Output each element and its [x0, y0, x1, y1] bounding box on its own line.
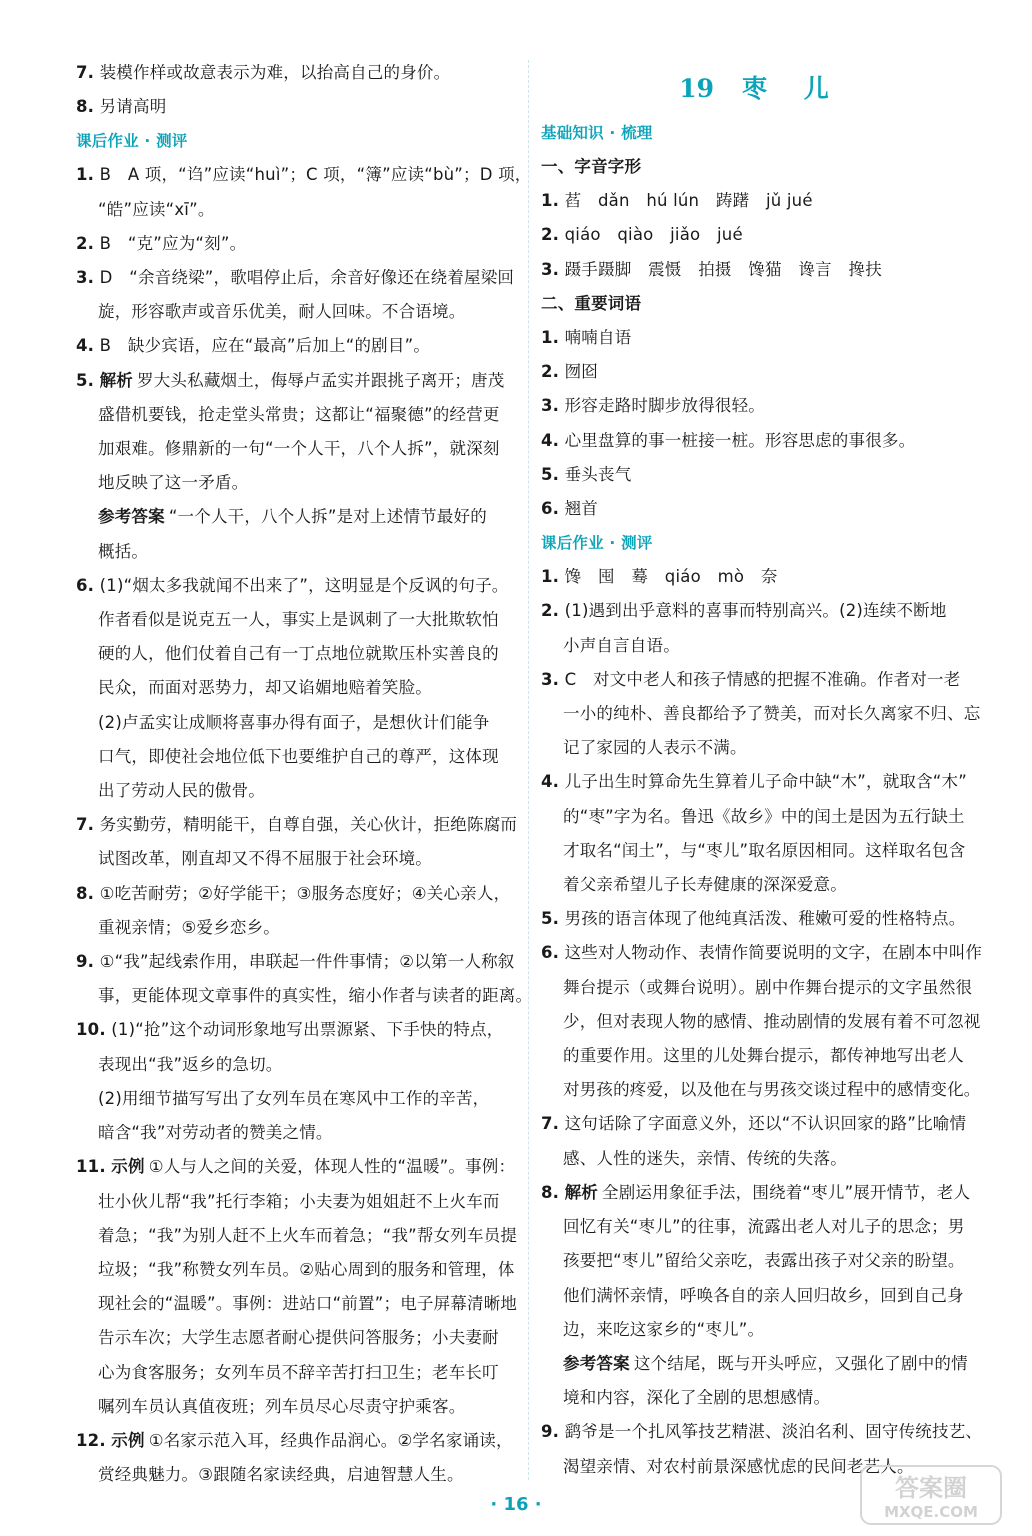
answer-line: 6. 翘首: [541, 499, 599, 519]
answer-line: 的“枣”字为名。鲁迅《故乡》中的闰土是因为五行缺土: [563, 806, 965, 826]
answer-line: 的重要作用。这里的儿处舞台提示，都传神地写出老人: [563, 1046, 964, 1066]
subsection-header: 一、字音字形: [541, 157, 642, 176]
answer-line: 事，更能体现文章事件的真实性，缩小作者与读者的距离。: [98, 986, 533, 1006]
answer-line: 1. B A 项，“诌”应读“huì”；C 项，“簿”应读“bù”；D 项，: [76, 165, 532, 185]
subsection-header: 二、重要词语: [541, 293, 642, 313]
answer-line: 试图改革，刚直却又不得不屈服于社会环境。: [98, 849, 432, 869]
section-header: 基础知识 · 梳理: [541, 124, 653, 142]
answer-line: 记了家园的人表示不满。: [563, 738, 747, 758]
answer-line: 赏经典魅力。③跟随名家读经典，启迪智慧人生。: [98, 1465, 464, 1485]
answer-line: 壮小伙儿帮“我”托行李箱；小夫妻为姐姐赶不上火车而: [98, 1191, 500, 1211]
answer-line: 5. 解析 罗大头私藏烟土，侮辱卢孟实并跟挑子离开；唐茂: [76, 370, 505, 390]
answer-line: 口气，即使社会地位低下也要维护自己的尊严，这体现: [98, 746, 499, 766]
answer-line: 4. 儿子出生时算命先生算着儿子命中缺“木”，就取含“木”: [541, 772, 968, 792]
answer-line: 告示车次；大学生志愿者耐心提供问答服务；小夫妻耐: [98, 1328, 499, 1348]
answer-line: 表现出“我”返乡的急切。: [98, 1054, 283, 1074]
answer-line: 8. 另请高明: [76, 97, 167, 117]
answer-line: 12. 示例 ①名家示范入耳，经典作品润心。②学名家诵读，: [76, 1430, 513, 1450]
answer-line: 7. 装模作样或故意表示为难，以抬高自己的身价。: [76, 63, 451, 82]
answer-line: 3. D “余音绕梁”，歌唱停止后，余音好像还在绕着屋梁回: [76, 268, 515, 288]
answer-line: 作者看似是说克五一人，事实上是讽刺了一大批欺软怕: [98, 610, 499, 630]
answer-line: 边，来吃这家乡的“枣儿”。: [563, 1319, 765, 1339]
answer-line: 4. 心里盘算的事一桩接一桩。形容思虑的事很多。: [541, 430, 916, 450]
answer-line: 1. 喃喃自语: [541, 328, 632, 348]
answer-line: 舞台提示（或舞台说明）。剧中作舞台提示的文字虽然很: [563, 977, 973, 997]
page-number: · 16 ·: [490, 1494, 542, 1515]
answer-line: 地反映了这一矛盾。: [98, 473, 249, 493]
watermark-top-text: 答案圈: [895, 1474, 967, 1502]
answer-line: 境和内容，深化了全剧的思想感情。: [563, 1388, 831, 1408]
answer-line: 加艰难。修鼎新的一句“一个人干，八个人拆”，就深刻: [98, 439, 500, 459]
answer-line: 回忆有关“枣儿”的往事，流露出老人对儿子的思念；男: [563, 1217, 965, 1237]
answer-line: 6. (1)“烟太多我就闻不出来了”，这明显是个反讽的句子。: [76, 575, 509, 595]
right-column: [541, 56, 981, 1484]
answer-line: 嘱列车员认真值夜班；列车员尽心尽责守护乘客。: [98, 1396, 466, 1416]
answer-line: 8. 解析 全剧运用象征手法，围绕着“枣儿”展开情节，老人: [541, 1182, 971, 1202]
answer-line: 旋，形容歌声或音乐优美，耐人回味。不合语境。: [98, 302, 466, 322]
answer-line: 9. ①“我”起线索作用，串联起一件件事情；②以第一人称叙: [76, 952, 515, 972]
answer-line: 参考答案 “一个人干，八个人拆”是对上述情节最好的: [98, 507, 487, 527]
section-header: 课后作业 · 测评: [76, 132, 188, 151]
answer-line: 10. (1)“抢”这个动词形象地写出票源紧、下手快的特点，: [76, 1020, 504, 1040]
answer-line: 2. qiáo qiào jiǎo jué: [541, 225, 743, 245]
answer-line: 3. C 对文中老人和孩子情感的把握不准确。作者对一老: [541, 669, 961, 689]
lesson-title: [541, 66, 981, 112]
lesson-number: 19: [679, 74, 715, 103]
right-answer-lines: [541, 116, 981, 1484]
answer-line: 8. ①吃苦耐劳；②好学能干；③服务态度好；④关心亲人，: [76, 883, 511, 903]
answer-line: 着父亲希望儿子长寿健康的深深爱意。: [563, 875, 847, 895]
answer-line: 2. 囫囵: [541, 362, 599, 382]
answer-line: 暗含“我”对劳动者的赞美之情。: [98, 1123, 333, 1143]
answer-line: 重视亲情；⑤爱乡恋乡。: [98, 917, 280, 937]
answer-line: 民众，而面对恶势力，却又谄媚地赔着笑脸。: [98, 678, 432, 698]
answer-line: 概括。: [98, 541, 149, 561]
section-header: 课后作业 · 测评: [541, 534, 653, 553]
answer-line: (2)用细节描写写出了女列车员在寒风中工作的辛苦，: [98, 1088, 490, 1108]
column-divider: [528, 60, 529, 1480]
answer-line: 参考答案 这个结尾，既与开头呼应，又强化了剧中的情: [563, 1353, 968, 1373]
answer-line: 1. 馋 囤 蓦 qiáo mò 奈: [541, 567, 778, 587]
answer-line: 5. 垂头丧气: [541, 464, 632, 484]
answer-line: 少，但对表现人物的感情、推动剧情的发展有着不可忽视: [563, 1011, 981, 1031]
answer-line: 他们满怀亲情，呼唤各自的亲人回归故乡，回到自己身: [563, 1285, 964, 1305]
lesson-name: 枣 儿: [742, 74, 843, 103]
answer-line: 现社会的“温暖”。事例：进站口“前置”；电子屏幕清晰地: [98, 1294, 518, 1314]
answer-line: 垃圾；“我”称赞女列车员。②贴心周到的服务和管理，体: [98, 1259, 515, 1279]
answer-line: 2. B “克”应为“刻”。: [76, 233, 247, 253]
answer-line: 1. 萏 dǎn hú lún 踌躇 jǔ jué: [541, 191, 813, 211]
answer-line: 着急；“我”为别人赶不上火车而着急；“我”帮女列车员提: [98, 1225, 518, 1245]
answer-line: 9. 鹞爷是一个扎风筝技艺精湛、淡泊名利、固守传统技艺、: [541, 1422, 983, 1442]
answer-line: 才取名“闰土”，与“枣儿”取名原因相同。这样取名包含: [563, 840, 966, 860]
answer-line: 11. 示例 ①人与人之间的关爱，体现人性的“温暖”。事例：: [76, 1157, 516, 1177]
answer-line: 5. 男孩的语言体现了他纯真活泼、稚嫩可爱的性格特点。: [541, 909, 966, 929]
answer-line: 小声自言自语。: [563, 635, 680, 655]
watermark-logo: [858, 1462, 1004, 1528]
answer-line: 7. 务实勤劳，精明能干，自尊自强，关心伙计，拒绝陈腐而: [76, 815, 518, 835]
answer-line: 心为食客服务；女列车员不辞辛苦打扫卫生；老车长叮: [98, 1362, 499, 1382]
answer-line: 7. 这句话除了字面意义外，还以“不认识回家的路”比喻情: [541, 1114, 967, 1134]
answer-line: 6. 这些对人物动作、表情作简要说明的文字，在剧本中叫作: [541, 943, 983, 963]
answer-line: 3. 蹑手蹑脚 震慑 拍摄 馋猫 谗言 搀扶: [541, 259, 882, 279]
answer-line: “皓”应读“xī”。: [98, 199, 215, 219]
answer-line: 感、人性的迷失，亲情、传统的失落。: [563, 1148, 847, 1168]
answer-line: 2. (1)遇到出乎意料的喜事而特别高兴。(2)连续不断地: [541, 601, 947, 621]
answer-line: (2)卢孟实让成顺将喜事办得有面子，是想伙计们能争: [98, 712, 490, 732]
answer-line: 3. 形容走路时脚步放得很轻。: [541, 396, 766, 416]
answer-line: 孩要把“枣儿”留给父亲吃，表露出孩子对父亲的盼望。: [563, 1251, 965, 1271]
answer-line: 渴望亲情、对农村前景深感忧虑的民间老艺人。: [563, 1456, 914, 1476]
answer-line: 一小的纯朴、善良都给予了赞美，而对长久离家不归、忘: [563, 704, 981, 724]
answer-line: 4. B 缺少宾语，应在“最高”后加上“的剧目”。: [76, 336, 431, 356]
left-column: [76, 56, 533, 1492]
answer-line: 对男孩的疼爱，以及他在与男孩交谈过程中的感情变化。: [563, 1080, 981, 1100]
watermark-bottom-text: MXQE.COM: [884, 1503, 978, 1521]
answer-line: 出了劳动人民的傲骨。: [98, 781, 265, 801]
answer-line: 盛借机要钱，抢走堂头常贵；这都让“福聚德”的经营更: [98, 404, 500, 424]
answer-line: 硬的人，他们仗着自己有一丁点地位就欺压朴实善良的: [98, 644, 499, 664]
